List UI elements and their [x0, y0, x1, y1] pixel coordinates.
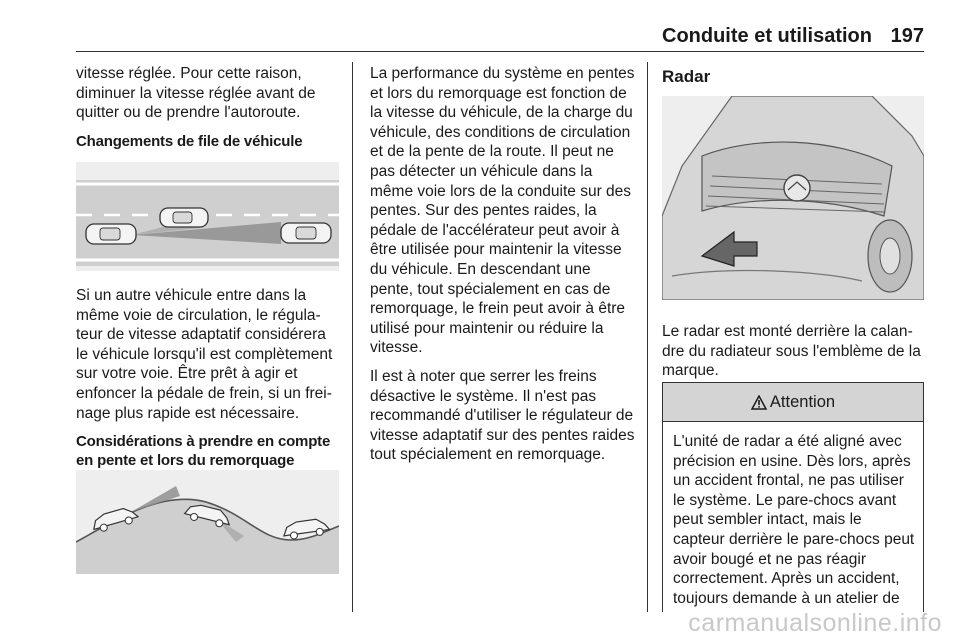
column-1-lower — [76, 286, 342, 470]
page-number: 197 — [890, 25, 924, 47]
column-2 — [370, 64, 636, 474]
watermark: carmanualsonline.info — [688, 609, 942, 637]
attention-title: Attention — [769, 392, 836, 411]
column-1 — [76, 64, 342, 151]
attention-box — [662, 382, 924, 612]
subheading-slopes-towing: Considérations à prendre en compte en pente et lors du remorquage — [76, 433, 331, 470]
paragraph: Si un autre véhicule entre dans la même voie de circulation, le régulateur de vitesse adaptatif considérera le véhicule lorsqu'il est complètement sur votre voie. Être prêt à agir et enfoncer la pédale de frein, si un freinage plus rapide est nécessaire. — [76, 287, 333, 422]
attention-header — [663, 383, 923, 422]
lane-change-illustration — [76, 162, 339, 271]
warning-triangle-icon — [751, 395, 767, 410]
column-divider-1 — [352, 62, 353, 612]
slope-illustration — [76, 470, 339, 574]
paragraph: vitesse réglée. Pour cette raison, diminuer la vitesse réglée avant de quitter ou de prendre l'autoroute. — [76, 65, 316, 122]
header-rule — [76, 51, 924, 52]
column-divider-2 — [647, 62, 648, 612]
page-header — [662, 22, 924, 52]
paragraph: Le radar est monté derrière la calandre du radiateur sous l'emblème de la marque. — [662, 323, 921, 380]
column-3-lower — [662, 322, 924, 390]
attention-body: L'unité de radar a été aligné avec précision en usine. Dès lors, après un accident frontal, ne pas utiliser le système. Le pare-chocs avant peut sembler intact, mais le capteur derrière le pare-chocs peut avoir bougé et ne pas réagir correctement. Après un accident, toujours demande à un atelier de — [673, 433, 915, 607]
column-3 — [662, 66, 924, 88]
subheading-radar: Radar — [662, 67, 711, 86]
section-title: Conduite et utilisation — [662, 25, 872, 47]
radar-location-illustration — [662, 96, 924, 300]
paragraph: La performance du système en pentes et lors du remorquage est fonction de la vitesse du véhicule, de la charge du véhicule, des conditions de circulation et de la pente de la route. Il peut ne pas détecter un véhicule dans la même voie lors de la conduite sur des pentes. Sur des pentes raides, la pédale de l'accélérateur peut avoir à être utilisée pour maintenir la vitesse du véhicule. En descendant une pente, tout spécialement en cas de remorquage, le frein peut avoir à être utilisé pour maintenir ou réduire la vitesse. — [370, 65, 635, 357]
paragraph: Il est à noter que serrer les freins désactive le système. Il n'est pas recommandé d'utiliser le régulateur de vitesse adaptatif sur des pentes raides tout spécialement en remorquage. — [370, 367, 635, 464]
subheading-lane-change: Changements de file de véhicule — [76, 132, 303, 150]
